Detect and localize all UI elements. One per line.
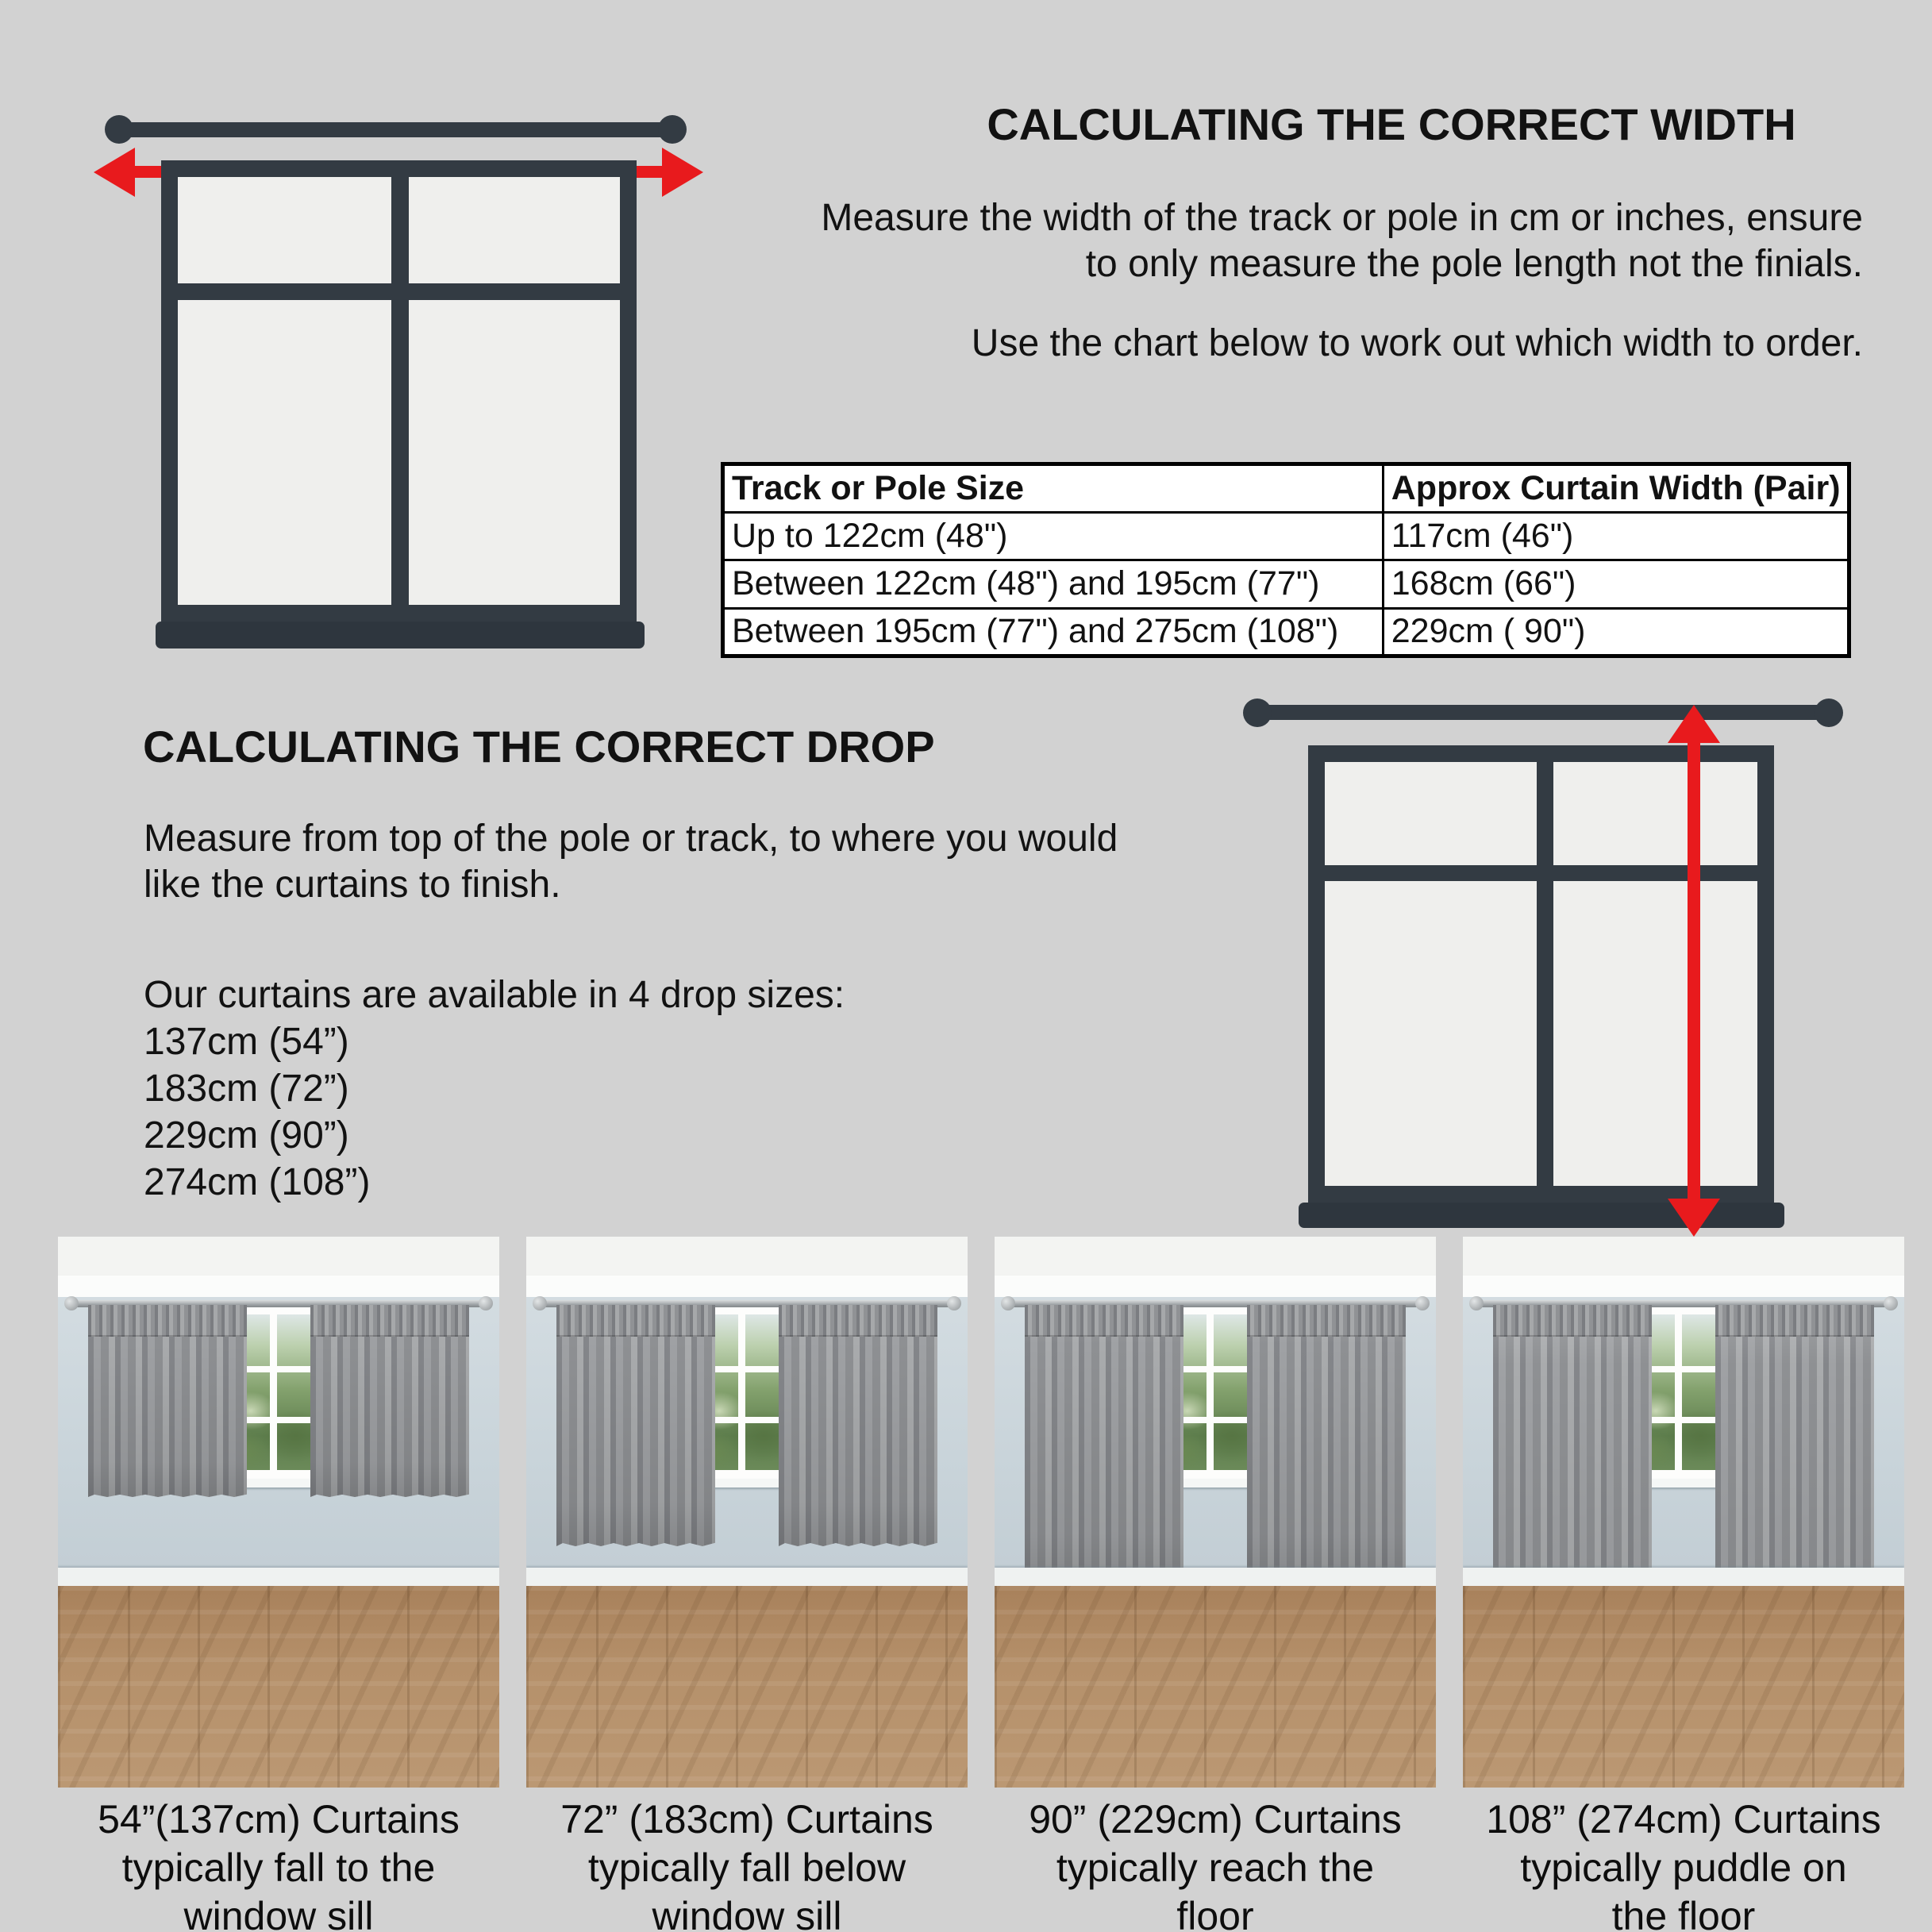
- drop-intro-line-2: like the curtains to finish.: [144, 864, 561, 906]
- width-arrow-right-head-icon: [662, 148, 703, 197]
- photo-upper-wall: [526, 1237, 968, 1276]
- table-header-row: [723, 464, 1849, 513]
- rod-finial-right: [479, 1296, 493, 1310]
- pole-finial-right: [658, 115, 687, 144]
- drop-intro-line-1: Measure from top of the pole or track, to where you would: [144, 818, 1118, 860]
- photo-picture-rail: [58, 1276, 499, 1297]
- photo-caption: [969, 1795, 1461, 1932]
- caption-line: 90” (229cm) Curtains: [1029, 1797, 1402, 1842]
- photo-72-inch-curtains: [526, 1237, 968, 1788]
- curtain-pole-graphic: [1260, 705, 1827, 720]
- window-transom: [1308, 865, 1774, 881]
- photo-wood-floor: [526, 1586, 968, 1788]
- drop-arrow-bottom-head-icon: [1668, 1199, 1720, 1237]
- window-mullion: [391, 160, 409, 622]
- caption-line: typically fall below: [587, 1845, 906, 1890]
- caption-line: the floor: [1611, 1894, 1756, 1932]
- drop-section-title: CALCULATING THE CORRECT DROP: [143, 722, 935, 772]
- caption-line: typically fall to the: [121, 1845, 436, 1890]
- table-cell-track-size: Between 122cm (48") and 195cm (77"): [723, 560, 1384, 609]
- drop-size-item: 183cm (72”): [144, 1068, 349, 1110]
- photo-upper-wall: [58, 1237, 499, 1276]
- table-cell-track-size: Between 195cm (77") and 275cm (108"): [723, 608, 1384, 656]
- photo-108-inch-curtains: [1463, 1237, 1904, 1788]
- rod-finial-right: [1884, 1296, 1898, 1310]
- width-arrow-left-head-icon: [94, 148, 135, 197]
- width-intro-text: [718, 195, 1863, 287]
- curtain-pole-graphic: [119, 122, 673, 137]
- width-intro-line-1: Measure the width of the track or pole in cm or inches, ensure: [821, 197, 1863, 239]
- pole-finial-left: [105, 115, 133, 144]
- caption-line: window sill: [652, 1894, 842, 1932]
- table-cell-track-size: Up to 122cm (48"): [723, 512, 1384, 560]
- table-row: [723, 608, 1849, 656]
- width-intro-line-2: to only measure the pole length not the finials.: [1085, 243, 1863, 285]
- photo-picture-rail: [995, 1276, 1436, 1297]
- caption-line: window sill: [183, 1894, 374, 1932]
- curtain-left: [1025, 1305, 1183, 1584]
- pole-finial-right: [1815, 699, 1843, 727]
- photo-baseboard: [995, 1568, 1436, 1586]
- photo-54-inch-curtains: [58, 1237, 499, 1788]
- table-row: [723, 560, 1849, 609]
- caption-line: typically reach the: [1056, 1845, 1375, 1890]
- photo-wood-floor: [995, 1586, 1436, 1788]
- photo-upper-wall: [995, 1237, 1436, 1276]
- curtain-right: [779, 1305, 937, 1546]
- caption-line: 54”(137cm) Curtains: [98, 1797, 460, 1842]
- photo-wood-floor: [1463, 1586, 1904, 1788]
- drop-intro-text: [144, 816, 1191, 908]
- photo-picture-rail: [526, 1276, 968, 1297]
- window-transom: [161, 283, 637, 300]
- drop-arrow: [1688, 738, 1700, 1200]
- caption-line: 108” (274cm) Curtains: [1486, 1797, 1881, 1842]
- rod-finial-left: [533, 1296, 547, 1310]
- drop-arrow-top-head-icon: [1668, 705, 1720, 743]
- rod-finial-right: [1415, 1296, 1430, 1310]
- photo-picture-rail: [1463, 1276, 1904, 1297]
- rod-finial-left: [1001, 1296, 1015, 1310]
- table-cell-curtain-width: 117cm (46"): [1383, 512, 1849, 560]
- photo-caption: [33, 1795, 525, 1932]
- table-row: [723, 512, 1849, 560]
- caption-line: typically puddle on: [1520, 1845, 1847, 1890]
- drop-sizes-intro: Our curtains are available in 4 drop sizes:: [144, 974, 845, 1016]
- window-sill: [156, 622, 645, 648]
- table-header-curtain-width: Approx Curtain Width (Pair): [1383, 464, 1849, 513]
- photo-90-inch-curtains: [995, 1237, 1436, 1788]
- table-cell-curtain-width: 229cm ( 90"): [1383, 608, 1849, 656]
- table-header-track-size: Track or Pole Size: [723, 464, 1384, 513]
- width-section-title: CALCULATING THE CORRECT WIDTH: [987, 99, 1796, 149]
- photo-baseboard: [526, 1568, 968, 1586]
- caption-line: 72” (183cm) Curtains: [560, 1797, 933, 1842]
- photo-baseboard: [58, 1568, 499, 1586]
- rod-finial-left: [1469, 1296, 1484, 1310]
- photo-caption: [501, 1795, 993, 1932]
- curtain-right: [310, 1305, 469, 1497]
- curtain-width-table: [721, 462, 1851, 658]
- photo-upper-wall: [1463, 1237, 1904, 1276]
- photo-wood-floor: [58, 1586, 499, 1788]
- width-chart-hint: Use the chart below to work out which width to order.: [971, 322, 1863, 364]
- curtain-right: [1247, 1305, 1406, 1584]
- table-cell-curtain-width: 168cm (66"): [1383, 560, 1849, 609]
- caption-line: floor: [1176, 1894, 1254, 1932]
- drop-size-item: 274cm (108”): [144, 1161, 371, 1203]
- curtain-left: [88, 1305, 247, 1497]
- rod-finial-right: [947, 1296, 961, 1310]
- photo-baseboard: [1463, 1568, 1904, 1586]
- pole-finial-left: [1243, 699, 1272, 727]
- drop-size-item: 137cm (54”): [144, 1021, 349, 1063]
- curtain-left: [556, 1305, 715, 1546]
- rod-finial-left: [64, 1296, 79, 1310]
- photo-caption: [1437, 1795, 1930, 1932]
- drop-size-item: 229cm (90”): [144, 1114, 349, 1157]
- drop-sizes-list: [144, 972, 1191, 1206]
- window-mullion: [1537, 745, 1553, 1203]
